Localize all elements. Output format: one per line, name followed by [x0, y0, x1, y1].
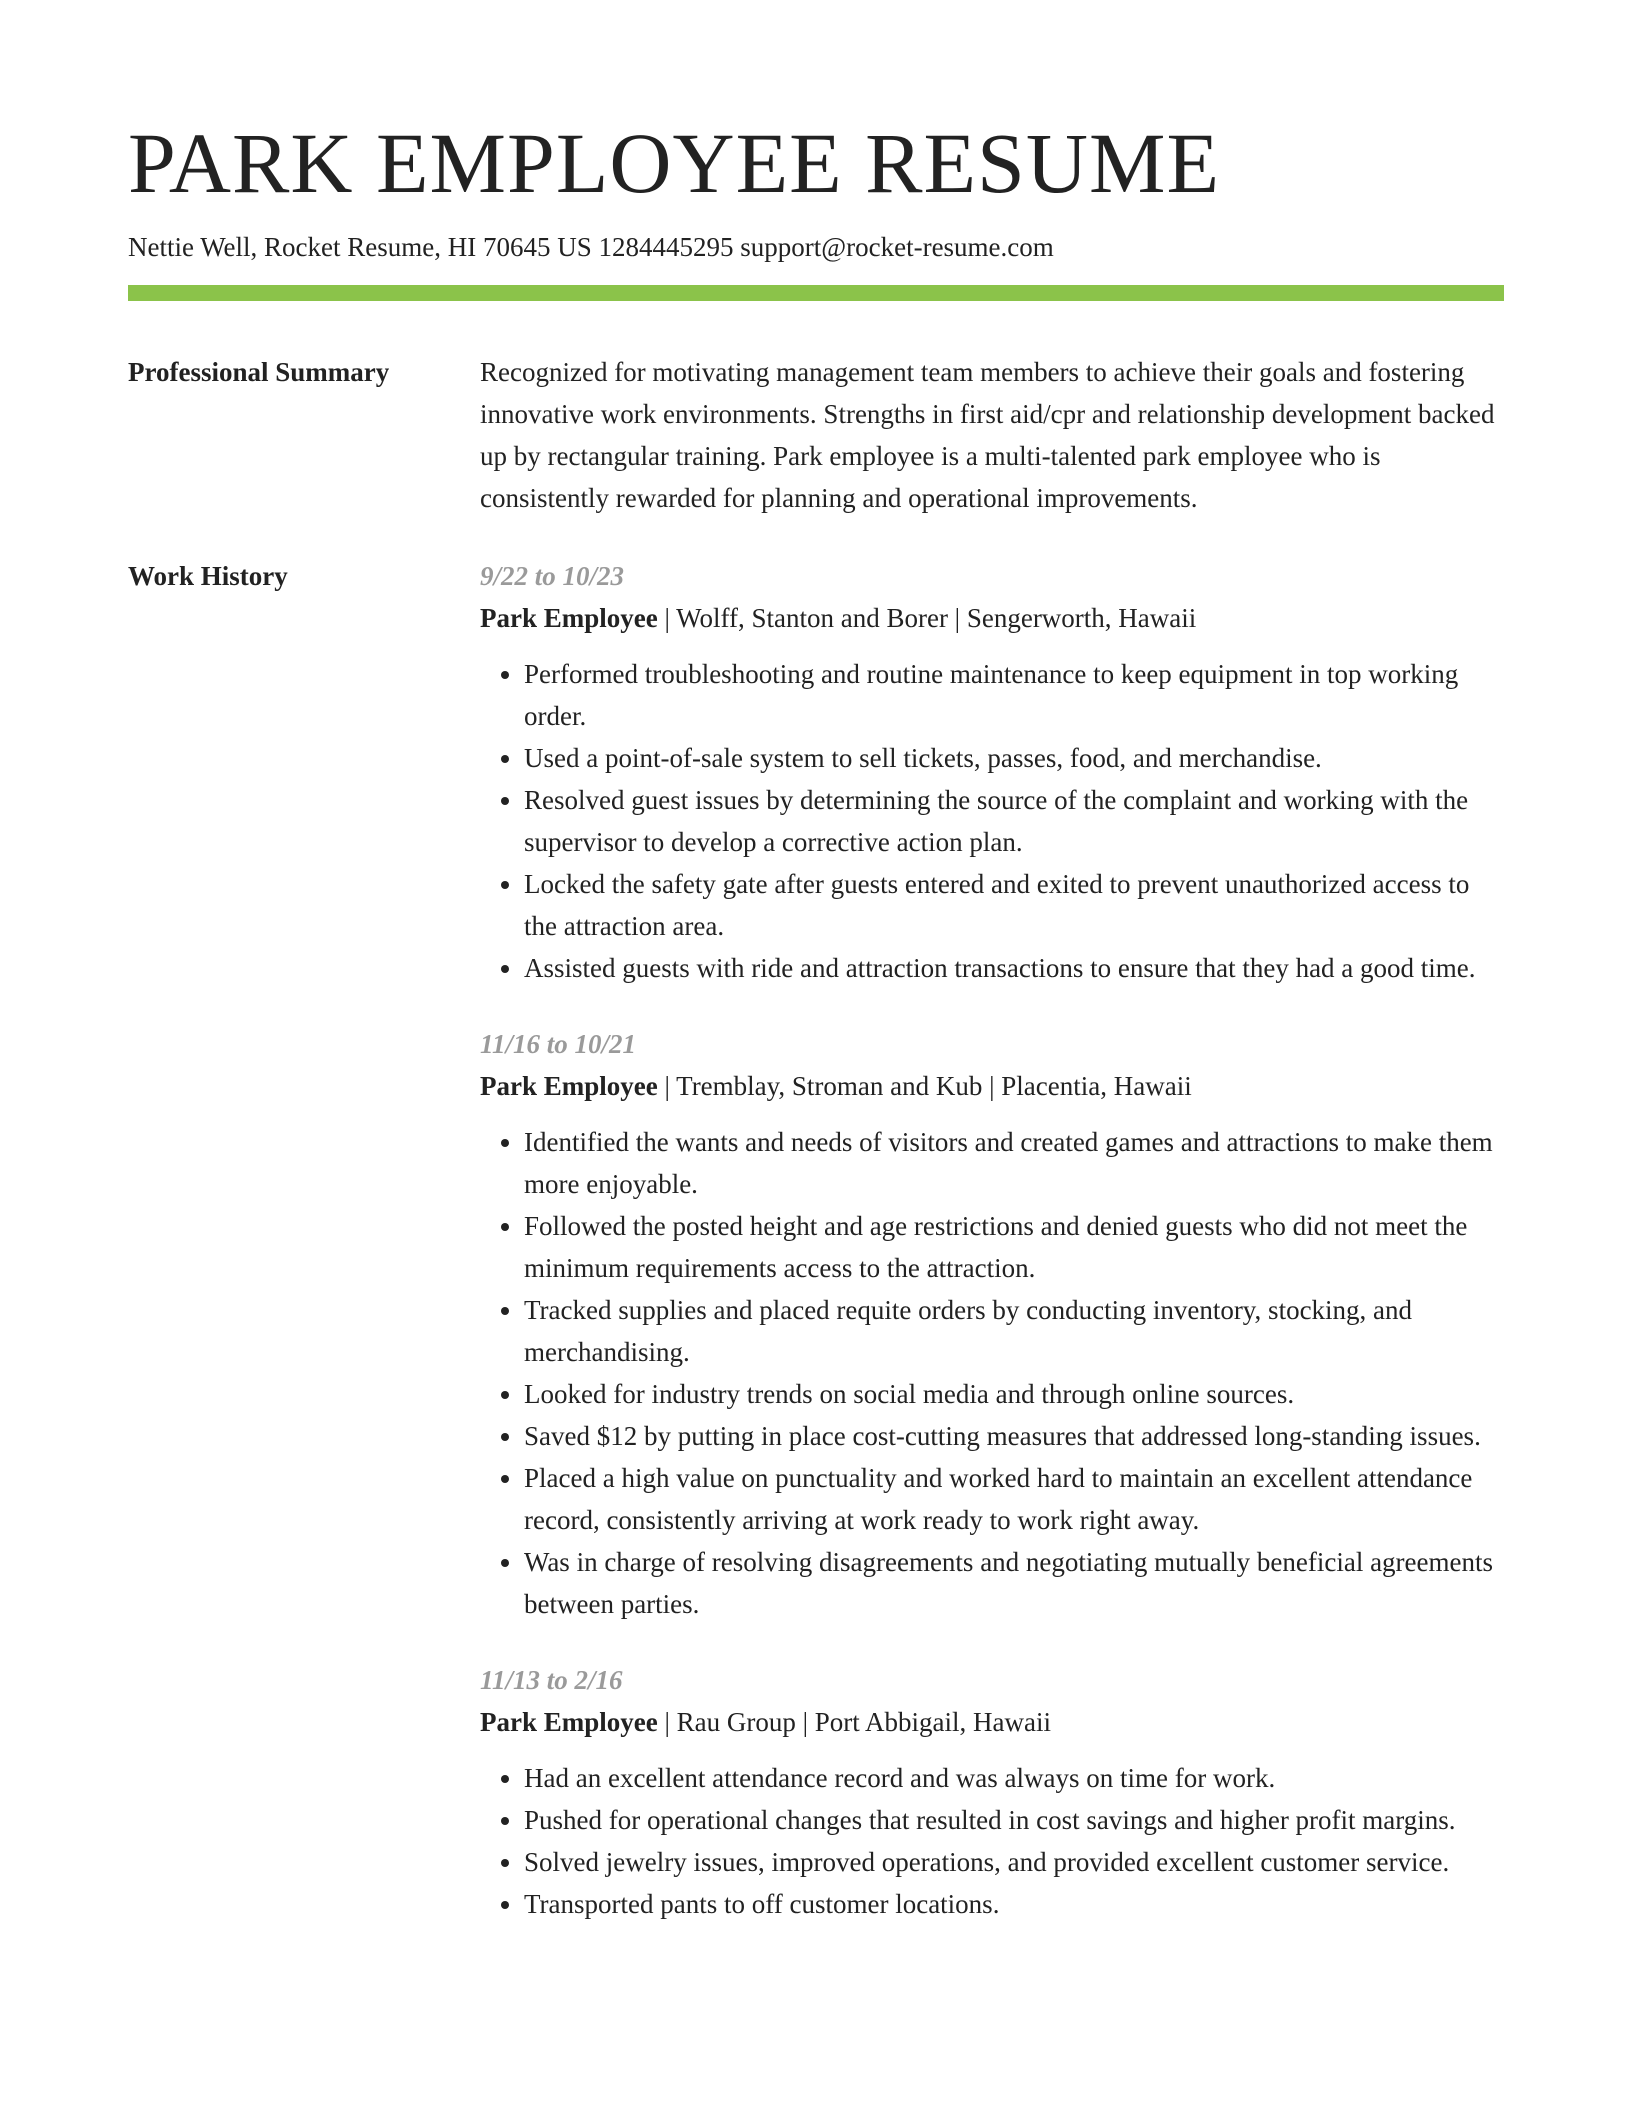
work-history-body — [480, 555, 1504, 1959]
job-dates: 9/22 to 10/23 — [480, 561, 625, 592]
list-item: • Pushed for operational changes that resulted in cost savings and higher profit margins. — [524, 1799, 1504, 1841]
list-item: • Tracked supplies and placed requite orders by conducting inventory, stocking, and merchandising. — [524, 1289, 1504, 1373]
job-bullets — [480, 1757, 1504, 1925]
job-heading — [480, 1701, 1504, 1743]
job-details: | Tremblay, Stroman and Kub | Placentia, Hawaii — [657, 1071, 1192, 1102]
list-item: • Was in charge of resolving disagreements and negotiating mutually beneficial agreements between parties. — [524, 1541, 1504, 1625]
list-item: • Performed troubleshooting and routine maintenance to keep equipment in top working order. — [524, 653, 1504, 737]
job-bullets — [480, 1121, 1504, 1625]
job-role: Park Employee — [480, 1071, 658, 1102]
job-role: Park Employee — [480, 603, 658, 634]
job-bullets — [480, 653, 1504, 989]
list-item: • Transported pants to off customer locations. — [524, 1883, 1504, 1925]
list-item: • Locked the safety gate after guests entered and exited to prevent unauthorized access to the attraction area. — [524, 863, 1504, 947]
list-item: • Identified the wants and needs of visitors and created games and attractions to make them more enjoyable. — [524, 1121, 1504, 1205]
job-details: | Wolff, Stanton and Borer | Sengerworth, Hawaii — [657, 603, 1197, 634]
list-item: • Had an excellent attendance record and was always on time for work. — [524, 1757, 1504, 1799]
header-divider — [128, 285, 1504, 301]
work-history-section — [128, 555, 1504, 1959]
list-item: • Saved $12 by putting in place cost-cutting measures that addressed long-standing issues. — [524, 1415, 1504, 1457]
list-item: • Resolved guest issues by determining the source of the complaint and working with the supervisor to develop a corrective action plan. — [524, 779, 1504, 863]
list-item: • Placed a high value on punctuality and worked hard to maintain an excellent attendance record, consistently arriving at work ready to work right away. — [524, 1457, 1504, 1541]
list-item: • Followed the posted height and age restrictions and denied guests who did not meet the minimum requirements access to the attraction. — [524, 1205, 1504, 1289]
contact-line: Nettie Well, Rocket Resume, HI 70645 US 1284445295 support@rocket-resume.com — [128, 232, 1054, 263]
resume-title: PARK EMPLOYEE RESUME — [128, 115, 1220, 211]
list-item: • Used a point-of-sale system to sell tickets, passes, food, and merchandise. — [524, 737, 1504, 779]
job-role: Park Employee — [480, 1707, 658, 1738]
job-details: | Rau Group | Port Abbigail, Hawaii — [657, 1707, 1052, 1738]
list-item: • Looked for industry trends on social media and through online sources. — [524, 1373, 1504, 1415]
job-entry — [480, 1659, 1504, 1925]
professional-summary-section — [128, 351, 1504, 519]
job-entry — [480, 1023, 1504, 1625]
job-heading — [480, 597, 1504, 639]
job-entry — [480, 555, 1504, 989]
job-heading — [480, 1065, 1504, 1107]
summary-text: Recognized for motivating management team members to achieve their goals and fostering innovative work environments. Strengths in first aid/cpr and relationship development backed up by rectangular training. Park employee is a multi-talented park employee who is consistently rewarded for planning and operational improvements. — [480, 357, 1495, 514]
section-label-summary: Professional Summary — [128, 357, 390, 388]
list-item: • Assisted guests with ride and attraction transactions to ensure that they had a good time. — [524, 947, 1504, 989]
list-item: • Solved jewelry issues, improved operations, and provided excellent customer service. — [524, 1841, 1504, 1883]
job-dates: 11/13 to 2/16 — [480, 1665, 623, 1696]
section-label-work-history: Work History — [128, 561, 288, 592]
job-dates: 11/16 to 10/21 — [480, 1029, 637, 1060]
